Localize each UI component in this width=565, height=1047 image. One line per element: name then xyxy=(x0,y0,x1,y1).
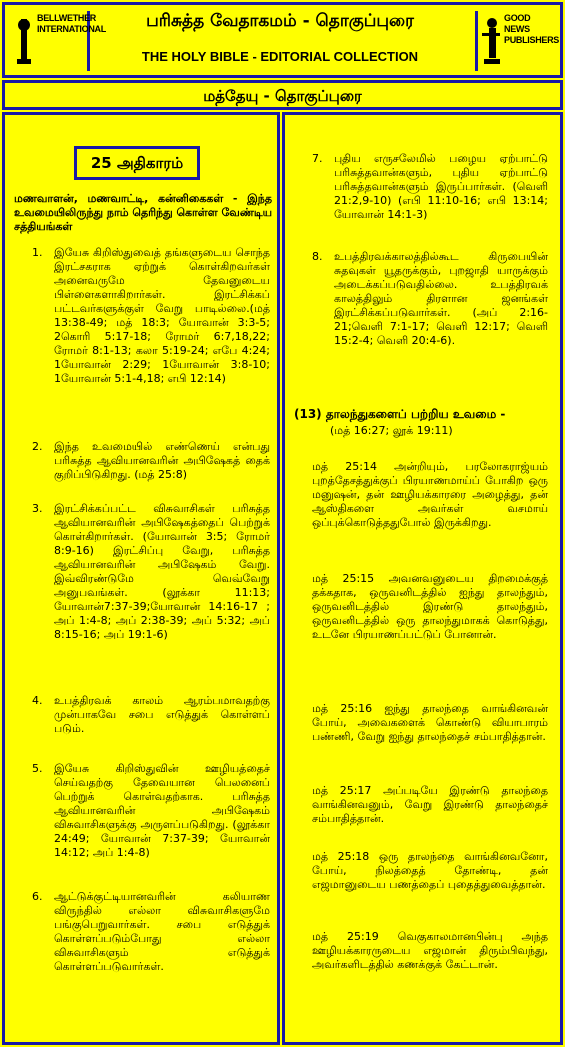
item-text: இயேசு கிறிஸ்துவின் ஊழியத்தைச் செய்வதற்கு தேவையான பெலனைப் பெற்றுக் கொள்வதற்காக. பரிசுத்த ஆவியானவரின் அபிஷேகம் விசுவாசிகளுக்கு அருளப்படுகிறது. (லூக்கா 24:49; யோவான் 7:37-39; யோவான் 14:12; அப் 1:4-8) xyxy=(54,762,270,859)
chapter-heading: 25 அதிகாரம் xyxy=(74,146,200,180)
list-item xyxy=(32,246,270,442)
item-number: 3. xyxy=(32,502,43,515)
bellwether-logo xyxy=(11,11,106,71)
item-number: 1. xyxy=(32,246,43,259)
item-number: 4. xyxy=(32,694,43,707)
item-text: உபத்திரவக் காலம் ஆரம்பமாவதற்கு முன்பாகவே சபை எடுத்துக் கொள்ளப் படும். xyxy=(54,694,270,735)
item-number: 5. xyxy=(32,762,43,775)
verse-paragraph: மத் 25:18 ஒரு தாலந்தை வாங்கினவனோ, போய், நிலத்தைத் தோண்டி, தன் எஜமானுடைய பணத்தைப் புதைத்துவைத்தான். xyxy=(312,850,548,891)
item-number: 7. xyxy=(312,152,323,165)
title-english: THE HOLY BIBLE - EDITORIAL COLLECTION xyxy=(141,49,419,64)
item-text: ஆட்டுக்குட்டியானவரின் கலியாண விருந்தில் எல்லா விசுவாசிகளுமே பங்குபெறுவார்கள். சபை எடுத்துக் கொள்ளப்படும்போது எல்லா விசுவாசிகளும் எடுத்துக் கொள்ளப்படுவார்கள். xyxy=(54,890,270,973)
verse-paragraph: மத் 25:16 ஐந்து தாலந்தை வாங்கினவன் போய், அவைகளைக் கொண்டு வியாபாரம் பண்ணி, வேறு ஐந்து தாலந்தைச் சம்பாதித்தான். xyxy=(312,702,548,743)
title-tamil: பரிசுத்த வேதாகமம் - தொகுப்புரை xyxy=(146,11,414,31)
item-number: 2. xyxy=(32,440,43,453)
item-text: இரட்சிக்கப்பட்ட விசுவாசிகள் பரிசுத்த ஆவியானவரின் அபிஷேகத்தைப் பெற்றுக் கொள்கிறார்கள். (யோவான் 3:5; ரோமர் 8:9-16) இரட்சிப்பு வேறு, பரிசுத்த ஆவியானவரின் அபிஷேகம் வேறு. இவ்விரண்டுமே வெவ்வேறு அனுபவங்கள். (லூக்கா 11:13; யோவான்7:37-39;யோவான் 14:16-17 ; அப் 1:4-8; அப் 2:38-39; அப் 5:32; அப் 8:15-16; அப் 19:1-6) xyxy=(54,502,270,641)
verse-paragraph: மத் 25:15 அவனவனுடைய திறமைக்குத் தக்கதாக, ஒருவனிடத்தில் ஐந்து தாலந்தும், ஒருவனிடத்தில் இரண்டு தாலந்தும், ஒருவனிடத்தில் ஒரு தாலந்துமாகக் கொடுத்து, உடனே பிரயாணப்பட்டுப் போனான். xyxy=(312,572,548,641)
logo-right-text: GOOD NEWS PUBLISHERS xyxy=(504,13,560,45)
logo-left-text: BELLWETHER INTERNATIONAL xyxy=(37,13,106,34)
verse-paragraph: மத் 25:17 அப்படியே இரண்டு தாலந்தை வாங்கினவனும், வேறு இரண்டு தாலந்தைச் சம்பாதித்தான். xyxy=(312,784,548,825)
good-news-logo xyxy=(475,11,560,71)
ram-icon xyxy=(13,15,35,67)
item-text: இயேசு கிறிஸ்துவைத் தங்களுடைய சொந்த இரட்சகராக ஏற்றுக் கொள்கிறவர்கள் அனைவருமே தேவனுடைய பிள்ளைகளாகிறார்கள். இரட்சிக்கப் பட்டவர்களுக்குள் வேறு பாடில்லை.(மத் 13:38-49; மத் 18:3; யோவான் 3:3-5; 2கொரி 5:17-18; ரோமர் 6:7,18,22; ரோமர் 8:1-13; கலா 5:19-24; எபே 4:24; 1யோவான் 2:29; 1யோவான் 3:8-10; 1யோவான் 5:1-4,18; எபி 12:14) xyxy=(54,246,270,385)
trumpeter-icon xyxy=(480,15,502,67)
subtitle-bar xyxy=(2,80,563,110)
item-number: 8. xyxy=(312,250,323,263)
intro-heading: மணவாளன், மணவாட்டி, கன்னிகைகள் - இந்த உவமையிலிருந்து நாம் தெரிந்து கொள்ள வேண்டிய சத்தியங்கள் xyxy=(14,192,272,233)
verse-paragraph: மத் 25:19 வெகுகாலமானபின்பு அந்த ஊழியக்காரருடைய எஜமான் திரும்பிவந்து, அவர்களிடத்தில் கணக்குக் கேட்டான். xyxy=(312,930,548,971)
section-reference: (மத் 16:27; லூக் 19:11) xyxy=(330,424,453,437)
item-text: இந்த உவமையில் எண்ணெய் என்பது பரிசுத்த ஆவியானவரின் அபிஷேகத் தைக் குறிப்பிடுகிறது. (மத் 25:8) xyxy=(54,440,270,481)
item-text: புதிய எருசலேமில் பழைய ஏற்பாட்டு பரிசுத்தவான்களும், புதிய ஏற்பாட்டு பரிசுத்தவான்களும் இருப்பார்கள். (வெளி 21:2,9-10) (எபி 11:10-16; எபி 13:14; யோவான் 14:1-3) xyxy=(334,152,548,221)
page-subtitle: மத்தேயு - தொகுப்புரை xyxy=(203,87,362,105)
page-header xyxy=(2,2,563,78)
verse-paragraph: மத் 25:14 அன்றியும், பரலோகராஜ்யம் புறத்தேசத்துக்குப் பிரயாணமாய்ப் போகிற ஒரு மனுஷன், தன் ஊழியக்காரரை அழைத்து, தன் ஆஸ்திகளை அவர்கள் வசமாய் ஒப்புக்கொடுத்ததுபோல் இருக்கிறது. xyxy=(312,460,548,529)
item-number: 6. xyxy=(32,890,43,903)
section-heading: (13) தாலந்துகளைப் பற்றிய உவமை - xyxy=(294,407,506,421)
item-text: உபத்திரவக்காலத்தில்கூட கிருபையின் சுதவுகள் யூதருக்கும், புறஜாதி யாருக்கும் அடைக்கப்படுவதில்லை. உபத்திரவக் காலத்திலும் திரளான ஜனங்கள் இரட்சிக்கப்படுவார்கள். (அப் 2:16-21;வெளி 7:1-17; வெளி 12:17; வெளி 15:2-4; வெளி 20:4-6). xyxy=(334,250,548,347)
